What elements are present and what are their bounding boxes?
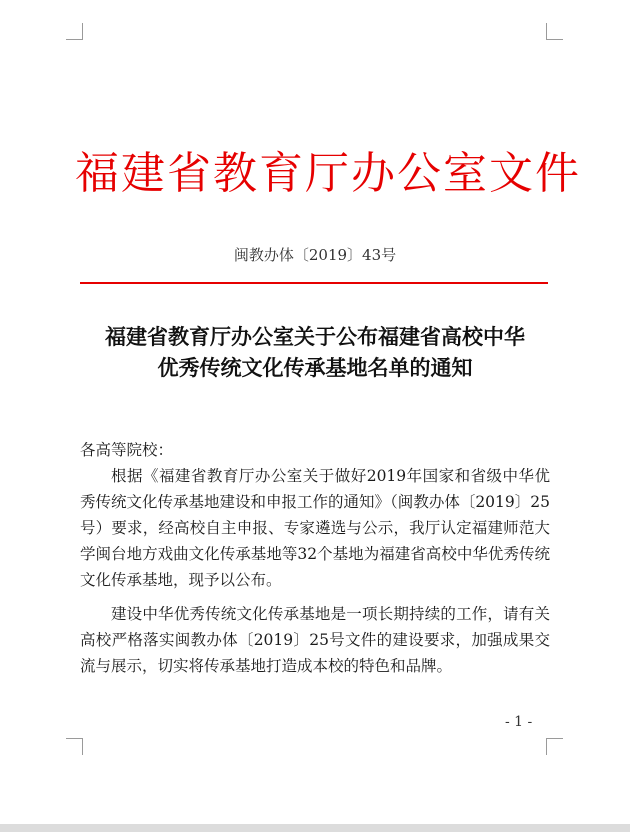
crop-mark-bottom-left bbox=[66, 738, 83, 755]
document-header-title: 福建省教育厅办公室文件 bbox=[75, 148, 581, 199]
body-paragraph-1: 根据《福建省教育厅办公室关于做好2019年国家和省级中华优秀传统文化传承基地建设和申报工作的通知》（闽教办体〔2019〕25号）要求，经高校自主申报、专家遴选与公示，我厅认定福建师范大学闽台地方戏曲文化传承基地等32个基地为福建省高校中华优秀传统文化传承基地，现予以公布。 bbox=[80, 467, 550, 589]
crop-mark-bottom-right bbox=[546, 738, 563, 755]
body-paragraph-2: 建设中华优秀传统文化传承基地是一项长期持续的工作，请有关高校严格落实闽教办体〔2019〕25号文件的建设要求，加强成果交流与展示，切实将传承基地打造成本校的特色和品牌。 bbox=[80, 605, 550, 675]
notice-title bbox=[70, 322, 560, 384]
notice-title-line-2: 优秀传统文化传承基地名单的通知 bbox=[157, 356, 473, 380]
document-number: 闽教办体〔2019〕43号 bbox=[233, 246, 397, 264]
notice-title-line-1: 福建省教育厅办公室关于公布福建省高校中华 bbox=[105, 325, 525, 349]
crop-mark-top-left bbox=[66, 23, 83, 40]
viewer-background-strip bbox=[0, 824, 630, 832]
notice-body bbox=[80, 437, 550, 679]
red-divider-line bbox=[80, 282, 548, 284]
page-number: - 1 - bbox=[505, 714, 533, 730]
salutation: 各高等院校： bbox=[80, 441, 174, 459]
crop-mark-top-right bbox=[546, 23, 563, 40]
